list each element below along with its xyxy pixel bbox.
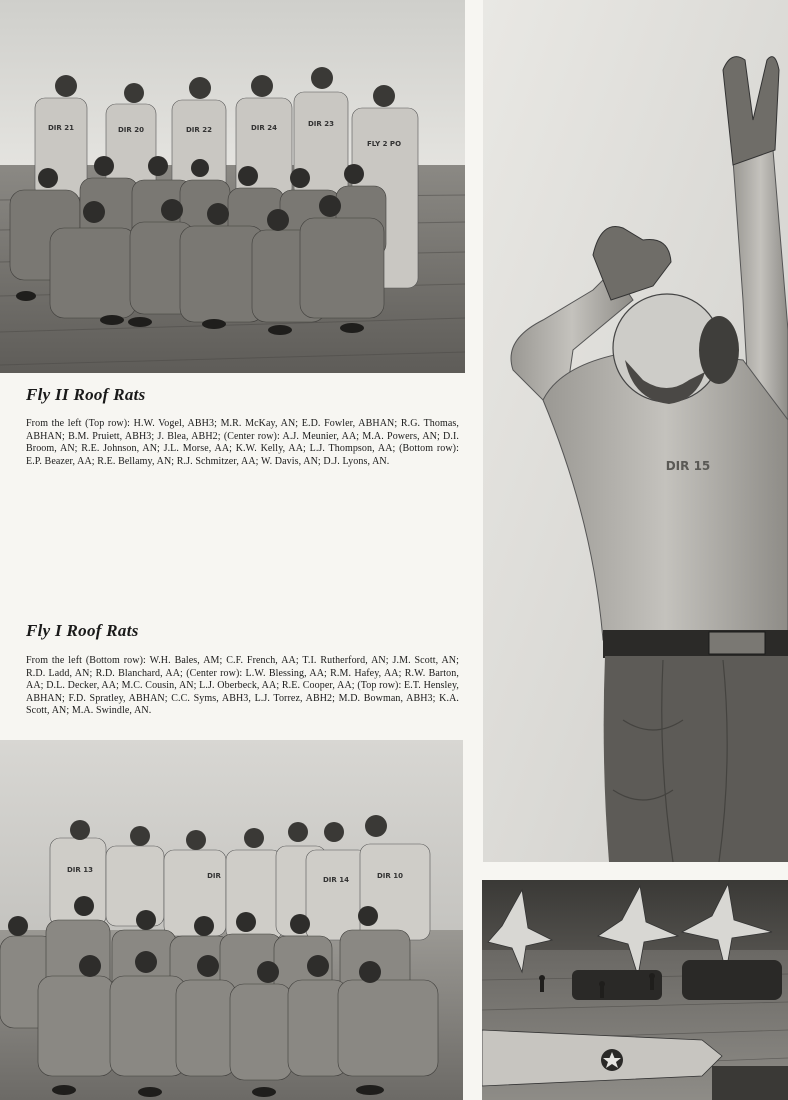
fly2-jersey-3: DIR 22: [186, 126, 212, 134]
fly1-caption: From the left (Bottom row): W.H. Bales, AM; C.F. French, AA; T.I. Rutherford, AN; J.M. Scott, AN; R.D. Ladd, AN; R.D. Blanchard, AA; (Center row): L.W. Blessing, AA; R.M. Hafey, AA; R.W. Barton, AA; D.L. Decker, AA; M.C. Cousin, AN; L.J. Oberbeck, AA; R.E. Cooper, AA; (Top row): E.T. Hensley, ABHAN; F.D. Spratley, ABHAN; C.C. Syms, ABH3, L.J. Torrez, ABH2; M.D. Bowman, ABH3; K.A. Scott, AN; M.A. Swindle, AN.: [26, 655, 459, 717]
fly1-photo-drawing: [0, 740, 463, 1100]
flight-deck-photo: [482, 880, 788, 1100]
plane-director-photo: [483, 0, 788, 862]
fly1-heading: Fly I Roof Rats: [26, 621, 139, 640]
fly1-jersey-1: DIR 13: [67, 866, 93, 874]
plane-director-drawing: [483, 0, 788, 862]
fly2-heading: Fly II Roof Rats: [26, 385, 146, 404]
flight-deck-drawing: [482, 880, 788, 1100]
fly2-jersey-6: FLY 2 PO: [366, 140, 402, 148]
fly2-jersey-1: DIR 21: [48, 124, 74, 132]
fly2-jersey-5: DIR 23: [308, 120, 334, 128]
fly1-jersey-2: DIR: [207, 872, 221, 880]
fly2-jersey-4: DIR 24: [251, 124, 277, 132]
fly1-jersey-4: DIR 10: [377, 872, 403, 880]
fly2-caption: From the left (Top row): H.W. Vogel, ABH3; M.R. McKay, AN; E.D. Fowler, ABHAN; R.G. Thomas, ABHAN; B.M. Pruiett, ABH3; J. Blea, ABH2; (Center row): A.J. Meunier, AA; M.A. Powers, AN; D.I. Broom, AN; R.E. Johnson, AN; J.L. Morse, AA; K.W. Kelly, AA; L.J. Thompson, AA; (Bottom row): E.P. Beazer, AA; R.E. Bellamy, AN; R.J. Schmitzer, AA; W. Davis, AN; D.J. Lyons, AN.: [26, 418, 459, 467]
fly2-group-photo: [0, 0, 465, 373]
fly1-group-photo: [0, 740, 463, 1100]
fly2-jersey-2: DIR 20: [118, 126, 144, 134]
fly2-photo-drawing: [0, 0, 465, 373]
director-jersey-number: DIR 15: [665, 459, 711, 473]
fly1-jersey-3: DIR 14: [323, 876, 349, 884]
